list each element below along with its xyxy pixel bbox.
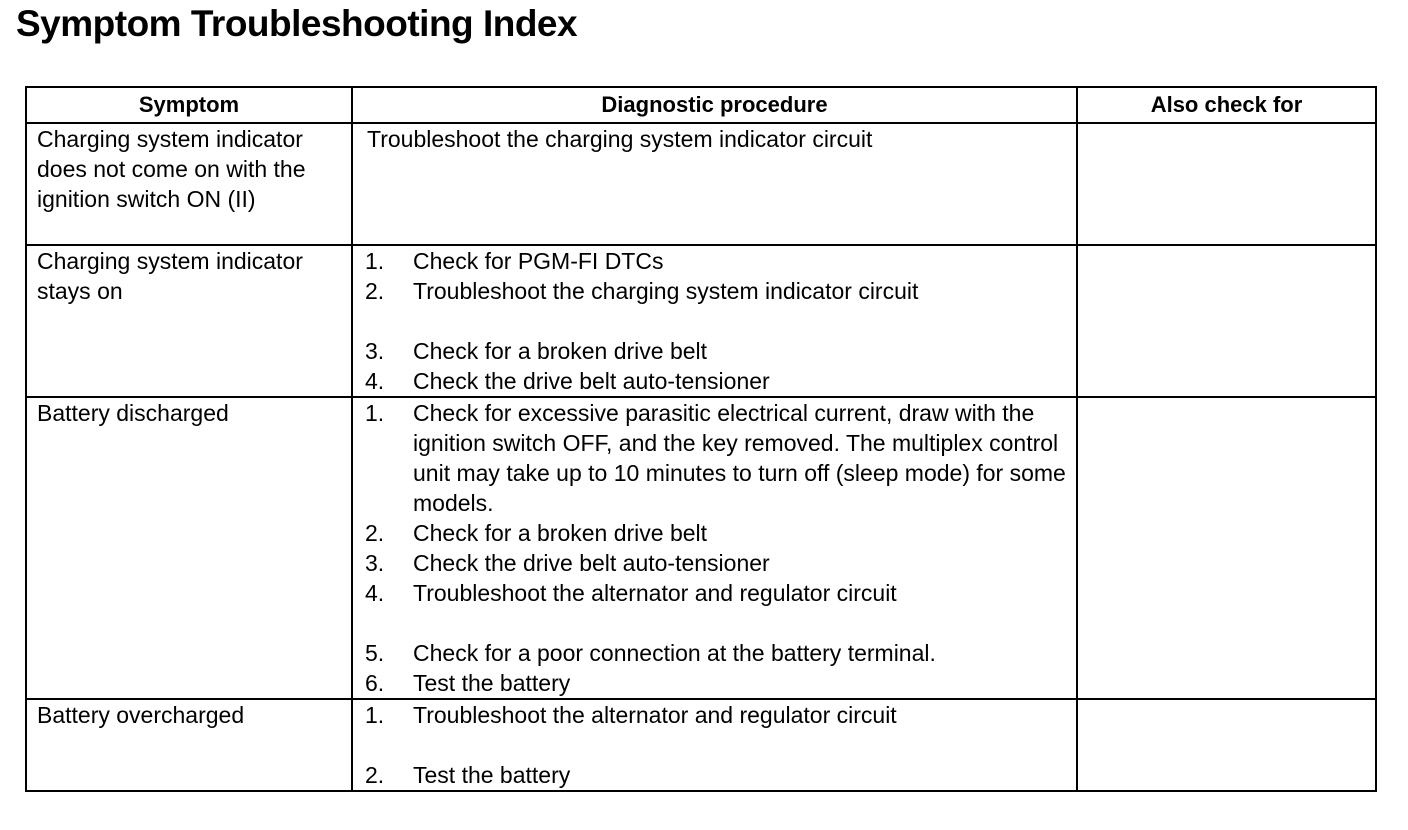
step-text: Troubleshoot the alternator and regulator circuit <box>413 702 897 728</box>
step-text: Troubleshoot the charging system indicator circuit <box>413 278 919 304</box>
step-number: 3. <box>365 338 385 364</box>
procedure-steps <box>363 246 1076 396</box>
procedure-step <box>363 668 1076 698</box>
table-row <box>26 245 1376 397</box>
procedure-cell <box>352 397 1077 699</box>
also-check-cell <box>1077 699 1376 791</box>
header-also-check-for: Also check for <box>1077 87 1376 123</box>
procedure-step <box>363 276 1076 306</box>
step-text: Check for a poor connection at the battery terminal. <box>413 640 936 666</box>
procedure-text: Troubleshoot the charging system indicator circuit <box>367 126 873 152</box>
step-number: 5. <box>365 640 385 666</box>
step-number: 4. <box>365 580 385 606</box>
also-check-cell <box>1077 245 1376 397</box>
step-text: Check for a broken drive belt <box>413 338 708 364</box>
step-text: Check for excessive parasitic electrical current, draw with the ignition switch OFF, and the key removed. The multiplex control unit may take up to 10 minutes to turn off (sleep mode) for some models. <box>413 400 1066 516</box>
also-check-cell <box>1077 397 1376 699</box>
step-text: Check the drive belt auto-tensioner <box>413 550 770 576</box>
symptom-cell: Charging system indicator does not come on with the ignition switch ON (II) <box>26 123 352 245</box>
step-number: 2. <box>365 278 385 304</box>
procedure-step <box>363 336 1076 366</box>
step-text: Check the drive belt auto-tensioner <box>413 368 770 394</box>
step-text: Test the battery <box>413 762 571 788</box>
step-text: Check for a broken drive belt <box>413 520 708 546</box>
table-row <box>26 699 1376 791</box>
step-number: 3. <box>365 550 385 576</box>
step-text: Test the battery <box>413 670 571 696</box>
step-number: 1. <box>365 248 385 274</box>
procedure-cell <box>352 123 1077 245</box>
procedure-step <box>363 398 1076 518</box>
step-number: 2. <box>365 520 385 546</box>
procedure-step <box>363 548 1076 578</box>
procedure-step <box>363 518 1076 548</box>
procedure-step <box>363 578 1076 608</box>
procedure-steps <box>363 398 1076 698</box>
symptom-cell: Battery discharged <box>26 397 352 699</box>
procedure-step <box>363 760 1076 790</box>
procedure-cell <box>352 699 1077 791</box>
procedure-step <box>363 366 1076 396</box>
table-header-row <box>26 87 1376 123</box>
step-number: 4. <box>365 368 385 394</box>
header-diagnostic-procedure: Diagnostic procedure <box>352 87 1077 123</box>
step-number: 2. <box>365 762 385 788</box>
procedure-step <box>363 246 1076 276</box>
symptom-cell: Charging system indicator stays on <box>26 245 352 397</box>
step-number: 1. <box>365 702 385 728</box>
symptom-cell: Battery overcharged <box>26 699 352 791</box>
table-row <box>26 123 1376 245</box>
procedure-step <box>363 700 1076 730</box>
step-number: 6. <box>365 670 385 696</box>
procedure-steps <box>363 700 1076 790</box>
step-number: 1. <box>365 400 385 426</box>
procedure-cell <box>352 245 1077 397</box>
symptom-table <box>25 86 1377 792</box>
step-text: Check for PGM-FI DTCs <box>413 248 664 274</box>
step-text: Troubleshoot the alternator and regulator circuit <box>413 580 897 606</box>
page-title: Symptom Troubleshooting Index <box>16 3 578 44</box>
header-symptom: Symptom <box>26 87 352 123</box>
procedure-step <box>363 638 1076 668</box>
table-row <box>26 397 1376 699</box>
also-check-cell <box>1077 123 1376 245</box>
